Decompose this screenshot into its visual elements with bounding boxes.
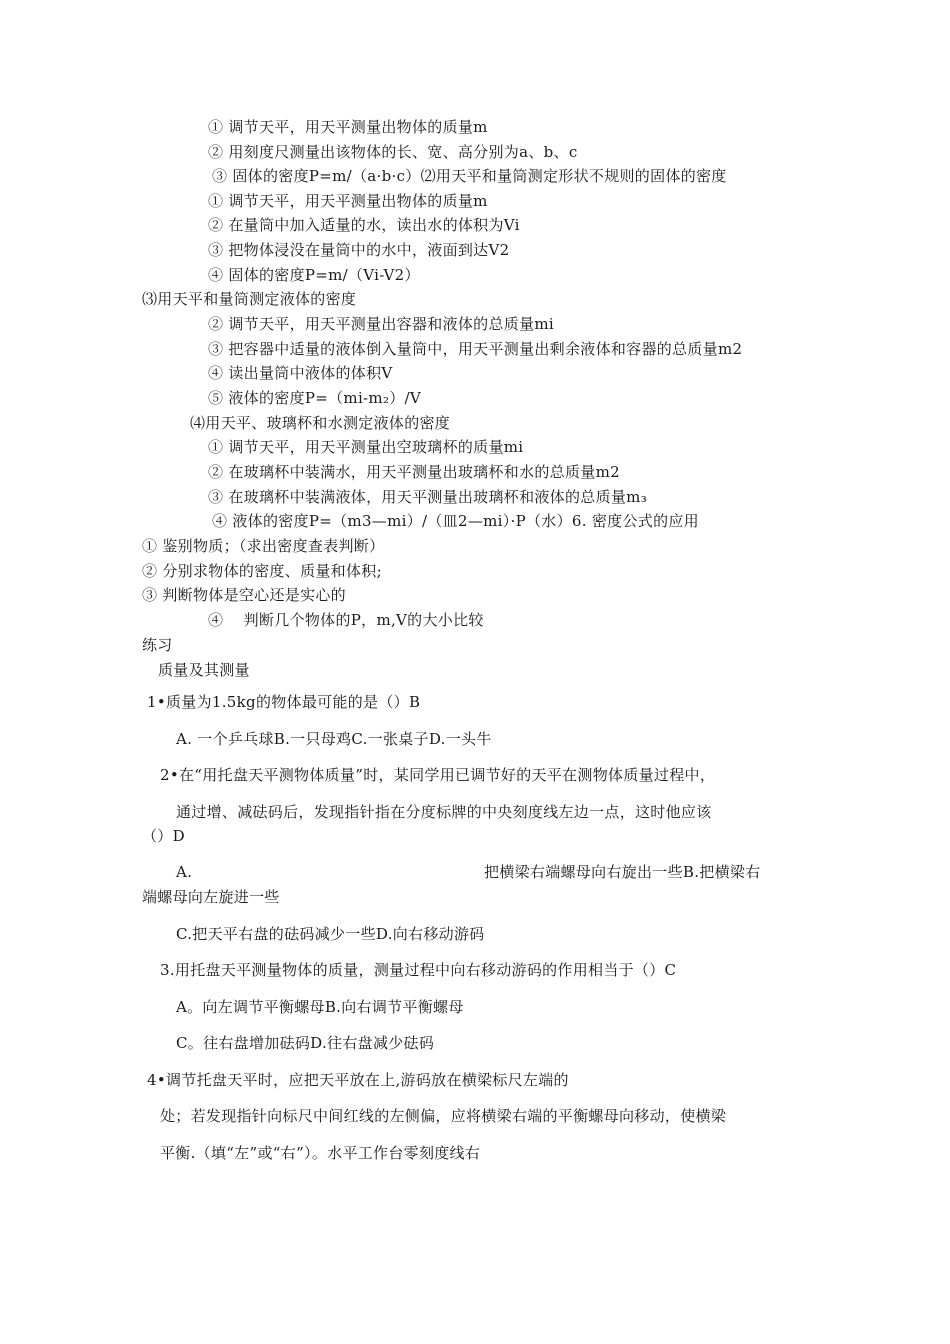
- option-line: C。往右盘增加砝码D.往右盘减少砝码: [176, 1034, 435, 1052]
- text-line: ⑤ 液体的密度P=（mi-m₂）/V: [208, 389, 422, 407]
- question-line: 通过增、减砝码后，发现指针指在分度标牌的中央刻度线左边一点，这时他应该: [176, 803, 712, 821]
- text-line: ② 用刻度尺测量出该物体的长、宽、高分别为a、b、c: [208, 143, 578, 161]
- section-heading: 练习: [142, 636, 173, 654]
- option-line: A.: [176, 863, 193, 881]
- text-line: ② 分别求物体的密度、质量和体积;: [142, 562, 382, 580]
- text-line: ① 调节天平，用天平测量出空玻璃杯的质量mi: [208, 438, 524, 456]
- text-line: ④ 液体的密度P=（m3—mi）/（皿2—mi）·P（水）6. 密度公式的应用: [212, 512, 699, 530]
- text-line: ② 在玻璃杯中装满水，用天平测量出玻璃杯和水的总质量m2: [208, 463, 620, 481]
- text-line: ③ 固体的密度P=m/（a·b·c）⑵用天平和量筒测定形状不规则的固体的密度: [212, 167, 727, 185]
- question-line: 平衡.（填“左”或“右”）。水平工作台零刻度线右: [160, 1144, 481, 1162]
- question-line: 4•调节托盘天平时，应把天平放在上,游码放在横梁标尺左端的: [147, 1071, 569, 1089]
- text-line: ④ 固体的密度P=m/（Vi-V2）: [208, 266, 420, 284]
- text-line: ③ 判断物体是空心还是实心的: [142, 586, 346, 604]
- question-line: 1•质量为1.5kg的物体最可能的是（）B: [147, 693, 421, 711]
- question-line: 3.用托盘天平测量物体的质量，测量过程中向右移动游码的作用相当于（）C: [160, 961, 677, 979]
- text-line: ① 鉴别物质；（求出密度查表判断）: [142, 537, 385, 555]
- option-line: A。向左调节平衡螺母B.向右调节平衡螺母: [176, 998, 464, 1016]
- section-heading: ⑶用天平和量筒测定液体的密度: [142, 290, 357, 308]
- option-line: C.把天平右盘的砝码减少一些D.向右移动游码: [176, 925, 485, 943]
- text-line: ② 调节天平，用天平测量出容器和液体的总质量mi: [208, 315, 554, 333]
- option-line: 端螺母向左旋进一些: [142, 888, 280, 906]
- text-line: ④ 判断几个物体的P，m,V的大小比较: [208, 611, 484, 629]
- text-line: ③ 在玻璃杯中装满液体，用天平测量出玻璃杯和液体的总质量m₃: [208, 488, 648, 506]
- question-line: 处；若发现指针向标尺中间红线的左侧偏，应将横梁右端的平衡螺母向移动，使横梁: [160, 1107, 727, 1125]
- text-line: ① 调节天平，用天平测量出物体的质量m: [208, 192, 488, 210]
- question-line: （）D: [142, 827, 185, 845]
- text-line: ③ 把物体浸没在量筒中的水中，液面到达V2: [208, 241, 510, 259]
- option-line: 把横梁右端螺母向右旋出一些B.把横梁右: [484, 863, 761, 881]
- text-line: ① 调节天平，用天平测量出物体的质量m: [208, 118, 488, 136]
- text-line: ② 在量筒中加入适量的水，读出水的体积为Vi: [208, 216, 520, 234]
- section-heading: ⑷用天平、玻璃杯和水测定液体的密度: [190, 414, 451, 432]
- text-line: ④ 读出量筒中液体的体积V: [208, 364, 393, 382]
- text-line: ③ 把容器中适量的液体倒入量筒中，用天平测量出剩余液体和容器的总质量m2: [208, 340, 743, 358]
- option-line: A. 一个乒乓球B.一只母鸡C.一张桌子D.一头牛: [176, 730, 492, 748]
- question-line: 2•在“用托盘天平测物体质量”时，某同学用已调节好的天平在测物体质量过程中，: [160, 766, 716, 784]
- section-heading: 质量及其测量: [158, 661, 250, 679]
